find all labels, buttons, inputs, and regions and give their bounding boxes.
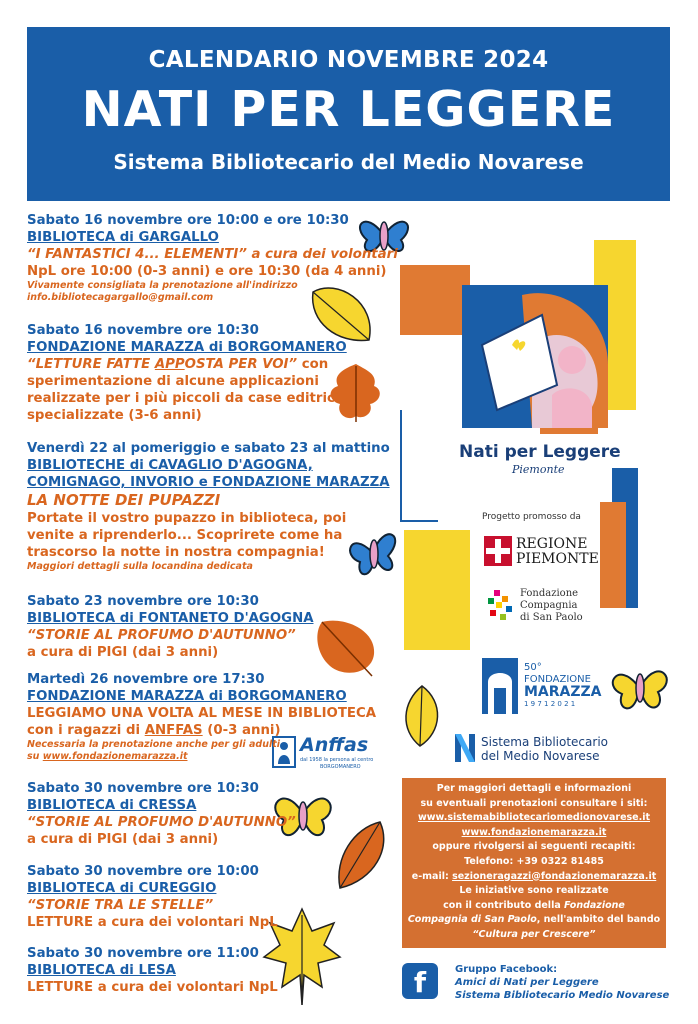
anffas-city: BORGOMANERO [320, 764, 361, 770]
event-desc-line: a cura di PIGI (dai 3 anni) [27, 832, 219, 847]
facebook-group-1[interactable]: Amici di Nati per Leggere [455, 977, 599, 988]
event-item [27, 322, 347, 424]
event-title: “STORIE TRA LE STELLE” [27, 898, 214, 913]
event-item [27, 440, 390, 573]
event-venue: BIBLIOTECA di GARGALLO [27, 230, 219, 245]
marazza-building-icon [480, 652, 520, 716]
event-date: Sabato 30 novembre ore 11:00 [27, 946, 259, 961]
anffas-tagline: dal 1958 la persona al centro [300, 757, 374, 763]
info-line: “Cultura per Crescere” [472, 928, 596, 940]
blue-frame-line [400, 520, 438, 522]
info-box [402, 778, 666, 948]
event-item [27, 671, 376, 763]
leaf-icon [396, 682, 448, 748]
compagnia-san-paolo-icon [484, 588, 516, 622]
event-desc-line: a cura di PIGI (dai 3 anni) [27, 645, 219, 660]
fcsp-text-2: Compagnia [520, 600, 578, 611]
event-desc-line: LEGGIAMO UNA VOLTA AL MESE IN BIBLIOTECA [27, 706, 377, 721]
event-item [27, 593, 314, 661]
info-line: oppure rivolgersi ai seguenti recapiti: [432, 841, 636, 853]
event-venue: BIBLIOTECA di CUREGGIO [27, 881, 217, 896]
blue-frame-line [400, 410, 402, 522]
facebook-title: Gruppo Facebook: [455, 964, 558, 975]
event-title: “LETTURE FATTE [27, 357, 155, 372]
marazza-site-link[interactable]: www.fondazionemarazza.it [461, 826, 607, 838]
facebook-group-2[interactable]: Sistema Bibliotecario Medio Novarese [455, 990, 670, 1001]
sbmn-text-2: del Medio Novarese [481, 749, 600, 763]
butterfly-icon [608, 656, 672, 720]
event-venue: BIBLIOTECA di LESA [27, 963, 176, 978]
info-line: , nell'ambito del bando [536, 914, 661, 926]
event-date: Sabato 30 novembre ore 10:30 [27, 781, 259, 796]
event-venue: BIBLIOTECA di CRESSA [27, 798, 197, 813]
facebook-icon[interactable]: f [402, 963, 438, 999]
event-venue: FONDAZIONE MARAZZA di BORGOMANERO [27, 340, 347, 355]
event-desc-line: trascorso la notte in nostra compagnia! [27, 545, 325, 560]
event-item [27, 212, 398, 304]
event-desc-line: LETTURE a cura dei volontari NpL [27, 915, 278, 930]
event-item [27, 945, 278, 996]
leaf-icon [330, 818, 394, 892]
event-venue: BIBLIOTECA di FONTANETO D'AGOGNA [27, 611, 314, 626]
marazza-name-label: MARAZZA [524, 684, 602, 700]
event-title-end: OSTA PER VOI” [184, 357, 298, 372]
event-date: Martedì 26 novembre ore 17:30 [27, 672, 265, 687]
event-title: LA NOTTE DEI PUPAZZI [27, 491, 221, 509]
event-title-rest: con [297, 357, 329, 372]
event-date: Sabato 16 novembre ore 10:00 e ore 10:30 [27, 213, 349, 228]
event-note: Vivamente consigliata la prenotazione all'indirizzo [27, 280, 298, 291]
event-venue: BIBLIOTECHE di CAVAGLIO D'AGOGNA, [27, 458, 313, 473]
info-line: Compagnia di San Paolo [407, 914, 537, 926]
email-label: e-mail: [411, 870, 453, 882]
event-note: Maggiori dettagli sulla locandina dedicata [27, 561, 253, 572]
event-venue: COMIGNAGO, INVORIO e FONDAZIONE MARAZZA [27, 475, 390, 490]
event-note: Necessaria la prenotazione anche per gli adulti [27, 739, 281, 750]
info-line: su eventuali prenotazioni consultare i siti: [420, 797, 648, 809]
event-note: su [27, 751, 43, 762]
fondazione-compagnia-logo [484, 588, 604, 624]
event-title-app: APP [154, 357, 185, 372]
anffas-name: Anffas [300, 734, 369, 756]
event-desc-line: specializzate (3-6 anni) [27, 408, 202, 423]
facebook-group-text [455, 963, 669, 1002]
fcsp-text-3: di San Paolo [520, 612, 583, 623]
npl-logo-image [462, 285, 608, 428]
event-desc-line: Portate il vostro pupazzo in biblioteca, poi [27, 511, 347, 526]
yellow-bar [404, 530, 470, 650]
marazza-site-link[interactable]: www.fondazionemarazza.it [42, 751, 188, 762]
info-line: Fondazione [564, 899, 625, 911]
email-link[interactable]: sezioneragazzi@fondazionemarazza.it [452, 870, 657, 882]
event-desc-line: NpL ore 10:00 (0-3 anni) e ore 10:30 (da 4 anni) [27, 264, 387, 279]
event-email: info.bibliotecagargallo@gmail.com [27, 292, 214, 303]
event-title: “STORIE AL PROFUMO D'AUTUNNO” [27, 815, 296, 830]
header-banner [27, 27, 670, 201]
sbmn-n-icon [455, 734, 477, 762]
regione-text-2: PIEMONTE [516, 551, 599, 567]
organization-name: Sistema Bibliotecario del Medio Novarese [113, 150, 584, 174]
event-desc-line: sperimentazione di alcune applicazioni [27, 374, 319, 389]
event-item [27, 780, 296, 848]
event-desc-line: realizzate per i più piccoli da case editrici [27, 391, 340, 406]
promoted-by-label: Progetto promosso da [482, 512, 581, 522]
event-venue: FONDAZIONE MARAZZA di BORGOMANERO [27, 689, 347, 704]
regione-text-1: REGIONE [516, 536, 588, 552]
sbmn-text-1: Sistema Bibliotecario [481, 735, 608, 749]
orange-bar [400, 265, 470, 335]
event-item [27, 863, 278, 931]
fondazione-marazza-logo [480, 652, 610, 722]
marazza-50-label: 50° [524, 662, 542, 673]
sistema-bibliotecario-logo [455, 734, 635, 764]
event-desc-line: con i ragazzi di [27, 723, 145, 738]
event-date: Sabato 30 novembre ore 10:00 [27, 864, 259, 879]
anffas-link[interactable]: ANFFAS [144, 723, 203, 738]
event-desc-line: (0-3 anni) [202, 723, 281, 738]
marazza-foundation-label: FONDAZIONE [524, 674, 591, 685]
info-line: con il contributo della [443, 899, 565, 911]
event-desc-line: venite a riprenderlo... Scoprirete come ha [27, 528, 343, 543]
npl-logo-subtitle: Piemonte [512, 463, 565, 476]
info-line: Le iniziative sono realizzate [459, 885, 609, 897]
regione-crest-icon [484, 536, 512, 566]
regione-piemonte-logo [484, 536, 604, 568]
npl-logo-title: Nati per Leggere [459, 442, 621, 462]
event-date: Sabato 16 novembre ore 10:30 [27, 323, 259, 338]
page-title: NATI PER LEGGERE [81, 81, 616, 138]
event-date: Sabato 23 novembre ore 10:30 [27, 594, 259, 609]
event-title-line: “I FANTASTICI 4... ELEMENTI” a cura dei volontari [27, 247, 398, 262]
sistema-site-link[interactable]: www.sistemabibliotecariomedionovarese.it [417, 812, 651, 824]
event-desc-line: LETTURE a cura dei volontari NpL [27, 980, 278, 995]
event-title: “STORIE AL PROFUMO D'AUTUNNO” [27, 628, 296, 643]
marazza-years-label: 1 9 7 1 2 0 2 1 [524, 700, 576, 708]
reading-child-illustration [462, 285, 608, 428]
fcsp-text-1: Fondazione [520, 588, 579, 599]
info-line: Per maggiori dettagli e informazioni [436, 783, 632, 794]
event-date: Venerdì 22 al pomeriggio e sabato 23 al mattino [27, 441, 390, 456]
calendar-subtitle: CALENDARIO NOVEMBRE 2024 [148, 47, 549, 73]
phone-line: Telefono: +39 0322 81485 [464, 855, 604, 867]
